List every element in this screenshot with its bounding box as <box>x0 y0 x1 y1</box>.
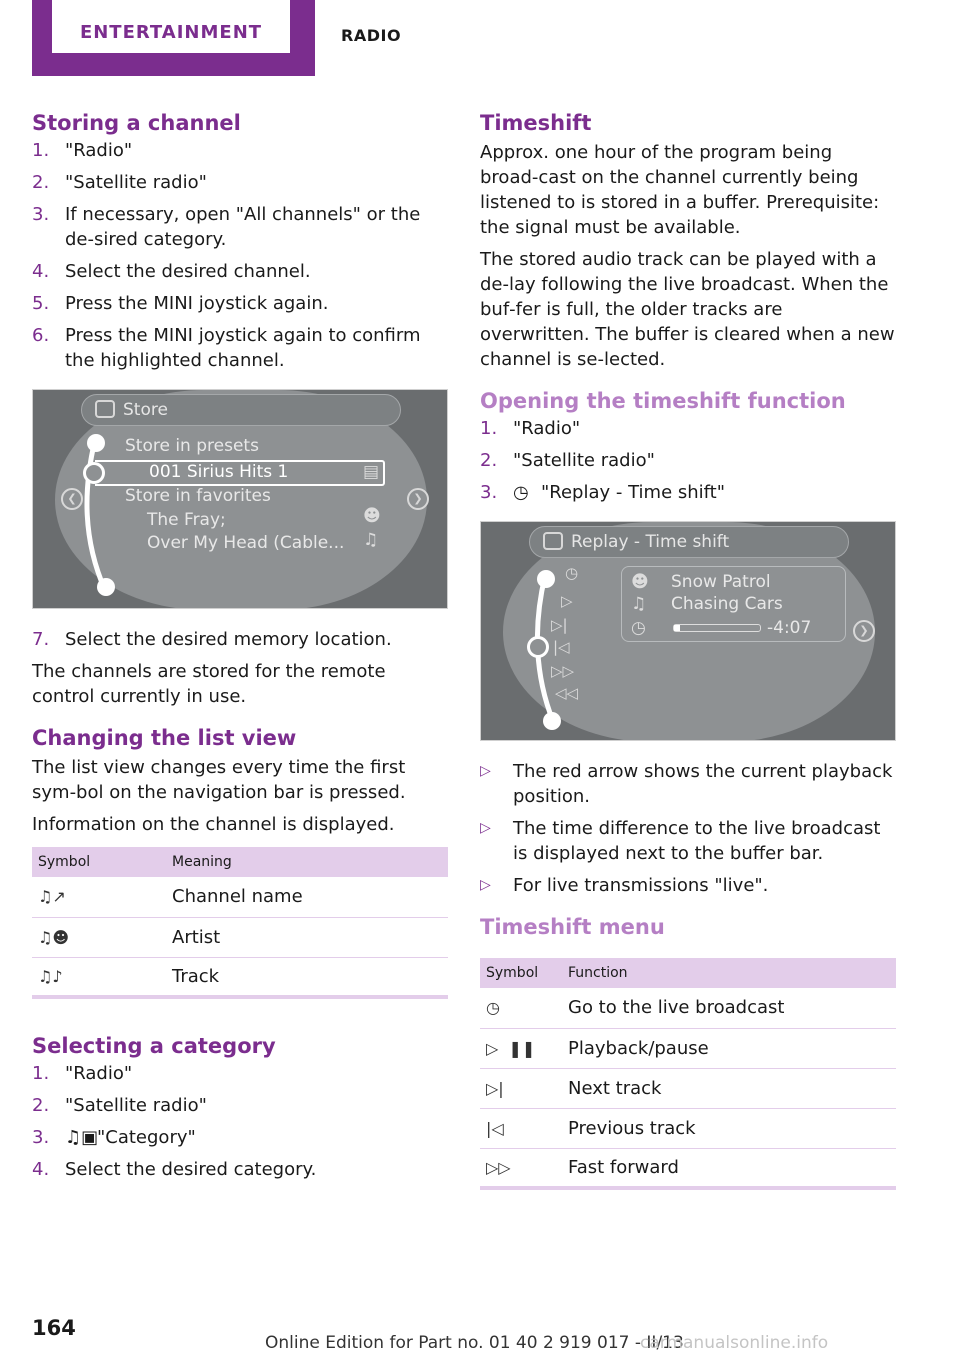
table-header-symbol: Symbol <box>480 958 562 988</box>
track-icon: ♫♪ <box>38 966 63 986</box>
store-screen-image: Store ❮ ❯ Store in presets 001 Sirius Hits 1 Store in favorites The Fray; Over My Head (Cable... ▤ ☻ ♫ <box>32 389 448 609</box>
go-live-icon: ◷ <box>486 998 500 1018</box>
timeshift-paragraph-1: Approx. one hour of the program being broad‐cast on the channel currently being listened to is stored in a buffer. Prerequisite: the signal must be available. <box>480 142 880 238</box>
fast-forward-icon: ▷▷ <box>486 1157 511 1177</box>
buffer-position <box>674 625 680 631</box>
previous-track-icon: |◁ <box>486 1118 504 1138</box>
previous-track-icon: |◁ <box>553 638 570 656</box>
list-item: ▷ The time difference to the live broadcast is displayed next to the buffer bar. <box>480 818 881 864</box>
table-row: ♫♪ Track <box>32 957 448 997</box>
storing-steps <box>32 138 448 373</box>
table-header-meaning: Meaning <box>166 847 448 877</box>
table-row: ♫↗ Channel name <box>32 877 448 917</box>
list-item: 5. Press the MINI joystick again. <box>32 293 329 314</box>
artist-icon: ☻ <box>631 572 649 592</box>
next-track-icon: ▷| <box>551 616 568 634</box>
back-arrow-icon: ❮ <box>61 488 83 510</box>
list-item: 1. "Radio" <box>32 140 133 161</box>
list-item: 2. "Satellite radio" <box>32 1095 207 1116</box>
replay-icon: ◷ <box>513 482 529 503</box>
list-item: 3. ◷ "Replay - Time shift" <box>480 482 726 503</box>
selector-knob-bottom <box>97 578 115 596</box>
list-item: ▷ For live transmissions "live". <box>480 875 769 896</box>
table-row: ▷▷ Fast forward <box>480 1148 896 1188</box>
storing-step-7 <box>32 627 448 652</box>
music-note-icon: ♫ <box>631 594 647 614</box>
table-header-symbol: Symbol <box>32 847 166 877</box>
storing-note: The channels are stored for the remote control currently in use. <box>32 661 386 707</box>
timeshift-paragraph-2: The stored audio track can be played with a de‐lay following the live broadcast. When the buf‐fer is full, the older tracks are overwritten. The buffer is cleared when a new channel is se‐lected. <box>480 249 895 370</box>
selector-knob-bottom <box>543 712 561 730</box>
artist-icon: ☻ <box>363 506 381 526</box>
screen-title: Store <box>123 400 168 420</box>
music-note-icon: ♫ <box>363 530 379 550</box>
watermark: carmanualsonline.info <box>640 1333 829 1353</box>
fast-forward-icon: ▷▷ <box>551 662 575 680</box>
forward-arrow-icon: ❯ <box>853 620 875 642</box>
list-item: 2. "Satellite radio" <box>480 450 655 471</box>
heading-timeshift: Timeshift <box>480 111 592 135</box>
timeshift-bullets <box>480 759 896 898</box>
heading-opening-timeshift: Opening the timeshift function <box>480 389 846 413</box>
table-row: |◁ Previous track <box>480 1108 896 1148</box>
forward-arrow-icon: ❯ <box>407 488 429 510</box>
timeshift-menu-table <box>480 958 896 1190</box>
play-pause-icon: ▷ ❚❚ <box>486 1038 536 1058</box>
listview-paragraph-2: Information on the channel is displayed. <box>32 814 395 835</box>
timeshift-screen-image: Replay - Time shift ◷ ▷ ▷| |◁ ▷▷ ◁◁ ☻ ♫ ◷ Snow Patrol Chasing Cars -4:07 ❯ <box>480 521 896 741</box>
buffer-bar <box>673 624 761 632</box>
chapter-title: ENTERTAINMENT <box>79 22 263 43</box>
selector-ring <box>527 636 549 658</box>
store-menu-icon <box>95 400 115 418</box>
table-row: ♫☻ Artist <box>32 917 448 957</box>
timeshift-menu-icon <box>543 532 563 550</box>
table-header-function: Function <box>562 958 896 988</box>
selector-knob-top <box>87 434 105 452</box>
list-item: 3. ♫▣"Category" <box>32 1127 196 1148</box>
page-number: 164 <box>32 1316 76 1340</box>
listview-paragraph-1: The list view changes every time the first sym‐bol on the navigation bar is pressed. <box>32 757 406 803</box>
heading-storing-channel: Storing a channel <box>32 111 241 135</box>
heading-selecting-category: Selecting a category <box>32 1034 276 1058</box>
selector-arc <box>73 430 133 600</box>
list-item: 4. Select the desired channel. <box>32 261 311 282</box>
list-item: 1. "Radio" <box>32 1063 133 1084</box>
list-item: 4. Select the desired category. <box>32 1159 317 1180</box>
left-column <box>32 108 448 1189</box>
heading-list-view: Changing the list view <box>32 726 297 750</box>
chapter-tab <box>32 0 315 76</box>
category-icon: ♫▣ <box>65 1127 99 1148</box>
play-icon: ▷ <box>561 592 573 610</box>
next-track-icon: ▷| <box>486 1078 504 1098</box>
list-item: 7. Select the desired memory location. <box>32 629 392 650</box>
channel-name-icon: ♫↗ <box>38 887 66 907</box>
table-row: ▷ ❚❚ Playback/pause <box>480 1028 896 1068</box>
list-item: 1. "Radio" <box>480 418 581 439</box>
edition-footer: Online Edition for Part no. 01 40 2 919 017 - II/13 <box>265 1333 684 1353</box>
bullet-triangle-icon: ▷ <box>480 820 491 836</box>
opening-steps <box>480 416 896 505</box>
go-live-icon: ◷ <box>565 564 579 582</box>
heading-timeshift-menu: Timeshift menu <box>480 915 665 939</box>
bullet-triangle-icon: ▷ <box>480 877 491 893</box>
bullet-triangle-icon: ▷ <box>480 763 491 779</box>
table-row: ◷ Go to the live broadcast <box>480 988 896 1028</box>
rewind-icon: ◁◁ <box>555 684 579 702</box>
store-preset-icon: ▤ <box>363 462 380 482</box>
screen-title: Replay - Time shift <box>571 532 730 552</box>
list-item: 3. If necessary, open "All channels" or the de‐sired category. <box>32 204 421 250</box>
list-item: ▷ The red arrow shows the current playback position. <box>480 761 893 807</box>
chapter-tab-inner <box>52 0 290 53</box>
replay-small-icon: ◷ <box>631 618 646 638</box>
section-title: RADIO <box>341 26 402 45</box>
selector-knob-top <box>537 570 555 588</box>
category-steps <box>32 1061 448 1182</box>
list-view-symbol-table <box>32 847 448 999</box>
right-column <box>480 108 896 1190</box>
list-item: 2. "Satellite radio" <box>32 172 207 193</box>
artist-icon: ♫☻ <box>38 927 70 947</box>
table-row: ▷| Next track <box>480 1068 896 1108</box>
list-item: 6. Press the MINI joystick again to confirm the highlighted channel. <box>32 325 421 371</box>
